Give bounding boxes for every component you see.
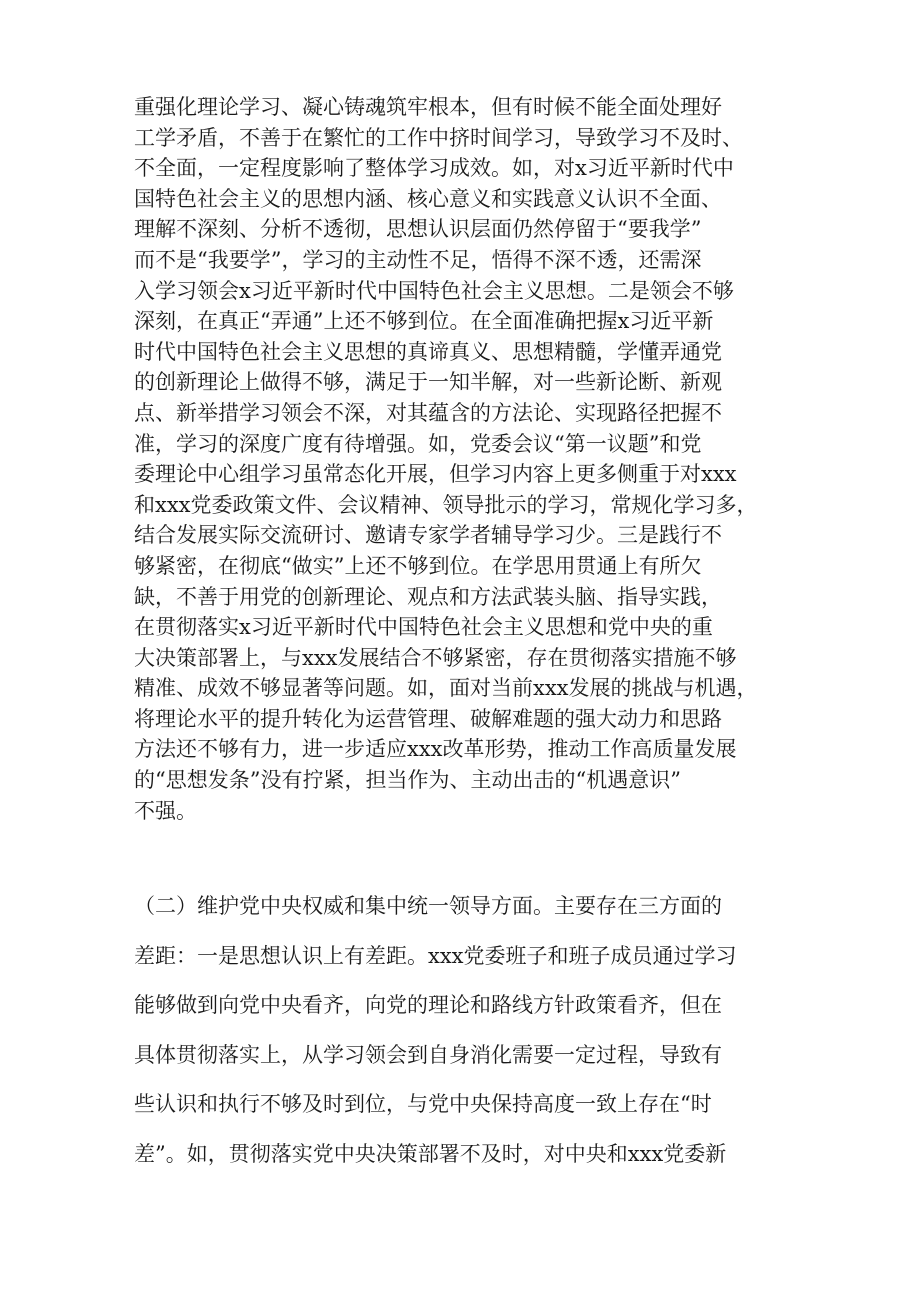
text-line: 而不是“我要学”，学习的主动性不足，悟得不深不透，还需深 (134, 247, 702, 272)
text-line: 重强化理论学习、凝心铸魂筑牢根本，但有时候不能全面处理好 (134, 95, 722, 119)
text-line: 入学习领会x习近平新时代中国特色社会主义思想。二是领会不够 (134, 278, 734, 303)
text-line: 的“思想发条”没有拧紧，担当作为、主动出击的“机遇意识” (134, 768, 681, 793)
text-line: 理解不深刻、分析不透彻，思想认识层面仍然停留于“要我学” (134, 217, 702, 242)
text-line: 国特色社会主义的思想内涵、核心意义和实践意义认识不全面、 (134, 186, 722, 211)
text-line: 方法还不够有力，进一步适应xxx改革形势，推动工作高质量发展 (134, 737, 737, 762)
text-line: 准，学习的深度广度有待增强。如，党委会议“第一议题”和党 (134, 431, 702, 456)
paragraph-1 (134, 92, 804, 826)
text-line: 不强。 (134, 798, 197, 823)
text-line: 点、新举措学习领会不深，对其蕴含的方法论、实现路径把握不 (134, 400, 722, 425)
text-line: 具体贯彻落实上，从学习领会到自身消化需要一定过程，导致有 (134, 1042, 722, 1067)
text-line: 时代中国特色社会主义思想的真谛真义、思想精髓，学懂弄通党 (134, 339, 722, 364)
text-line: 结合发展实际交流研讨、邀请专家学者辅导学习少。三是践行不 (134, 523, 722, 548)
text-line: 深刻，在真正“弄通”上还不够到位。在全面准确把握x习近平新 (134, 309, 714, 334)
text-line: 工学矛盾，不善于在繁忙的工作中挤时间学习，导致学习不及时、 (134, 125, 743, 150)
text-line: 在贯彻落实x习近平新时代中国特色社会主义思想和党中央的重 (134, 615, 713, 640)
text-line: 将理论水平的提升转化为运营管理、破解难题的强大动力和思路 (134, 706, 722, 731)
text-line: 大决策部署上，与xxx发展结合不够紧密，存在贯彻落实措施不够 (134, 645, 737, 670)
text-line: 能够做到向党中央看齐，向党的理论和路线方针政策看齐，但在 (134, 993, 722, 1018)
paragraph-2 (134, 882, 804, 1180)
text-line: 差距：一是思想认识上有差距。xxx党委班子和班子成员通过学习 (134, 943, 737, 968)
text-line: （二）维护党中央权威和集中统一领导方面。主要存在三方面的 (134, 894, 722, 918)
text-line: 缺，不善于用党的创新理论、观点和方法武装头脑、指导实践， (134, 584, 722, 609)
text-line: 的创新理论上做得不够，满足于一知半解，对一些新论断、新观 (134, 370, 722, 395)
text-line: 够紧密，在彻底“做实”上还不够到位。在学思用贯通上有所欠 (134, 553, 702, 578)
text-line: 不全面，一定程度影响了整体学习成效。如，对x习近平新时代中 (134, 156, 734, 181)
text-line: 些认识和执行不够及时到位，与党中央保持高度一致上存在“时 (134, 1092, 712, 1117)
text-line: 精准、成效不够显著等问题。如，面对当前xxx发展的挑战与机遇， (134, 676, 758, 701)
text-line: 委理论中心组学习虽常态化开展，但学习内容上更多侧重于对xxx (134, 462, 737, 487)
text-line: 和xxx党委政策文件、会议精神、领导批示的学习，常规化学习多， (134, 492, 758, 517)
text-line: 差”。如，贯彻落实党中央决策部署不及时，对中央和xxx党委新 (134, 1141, 727, 1166)
